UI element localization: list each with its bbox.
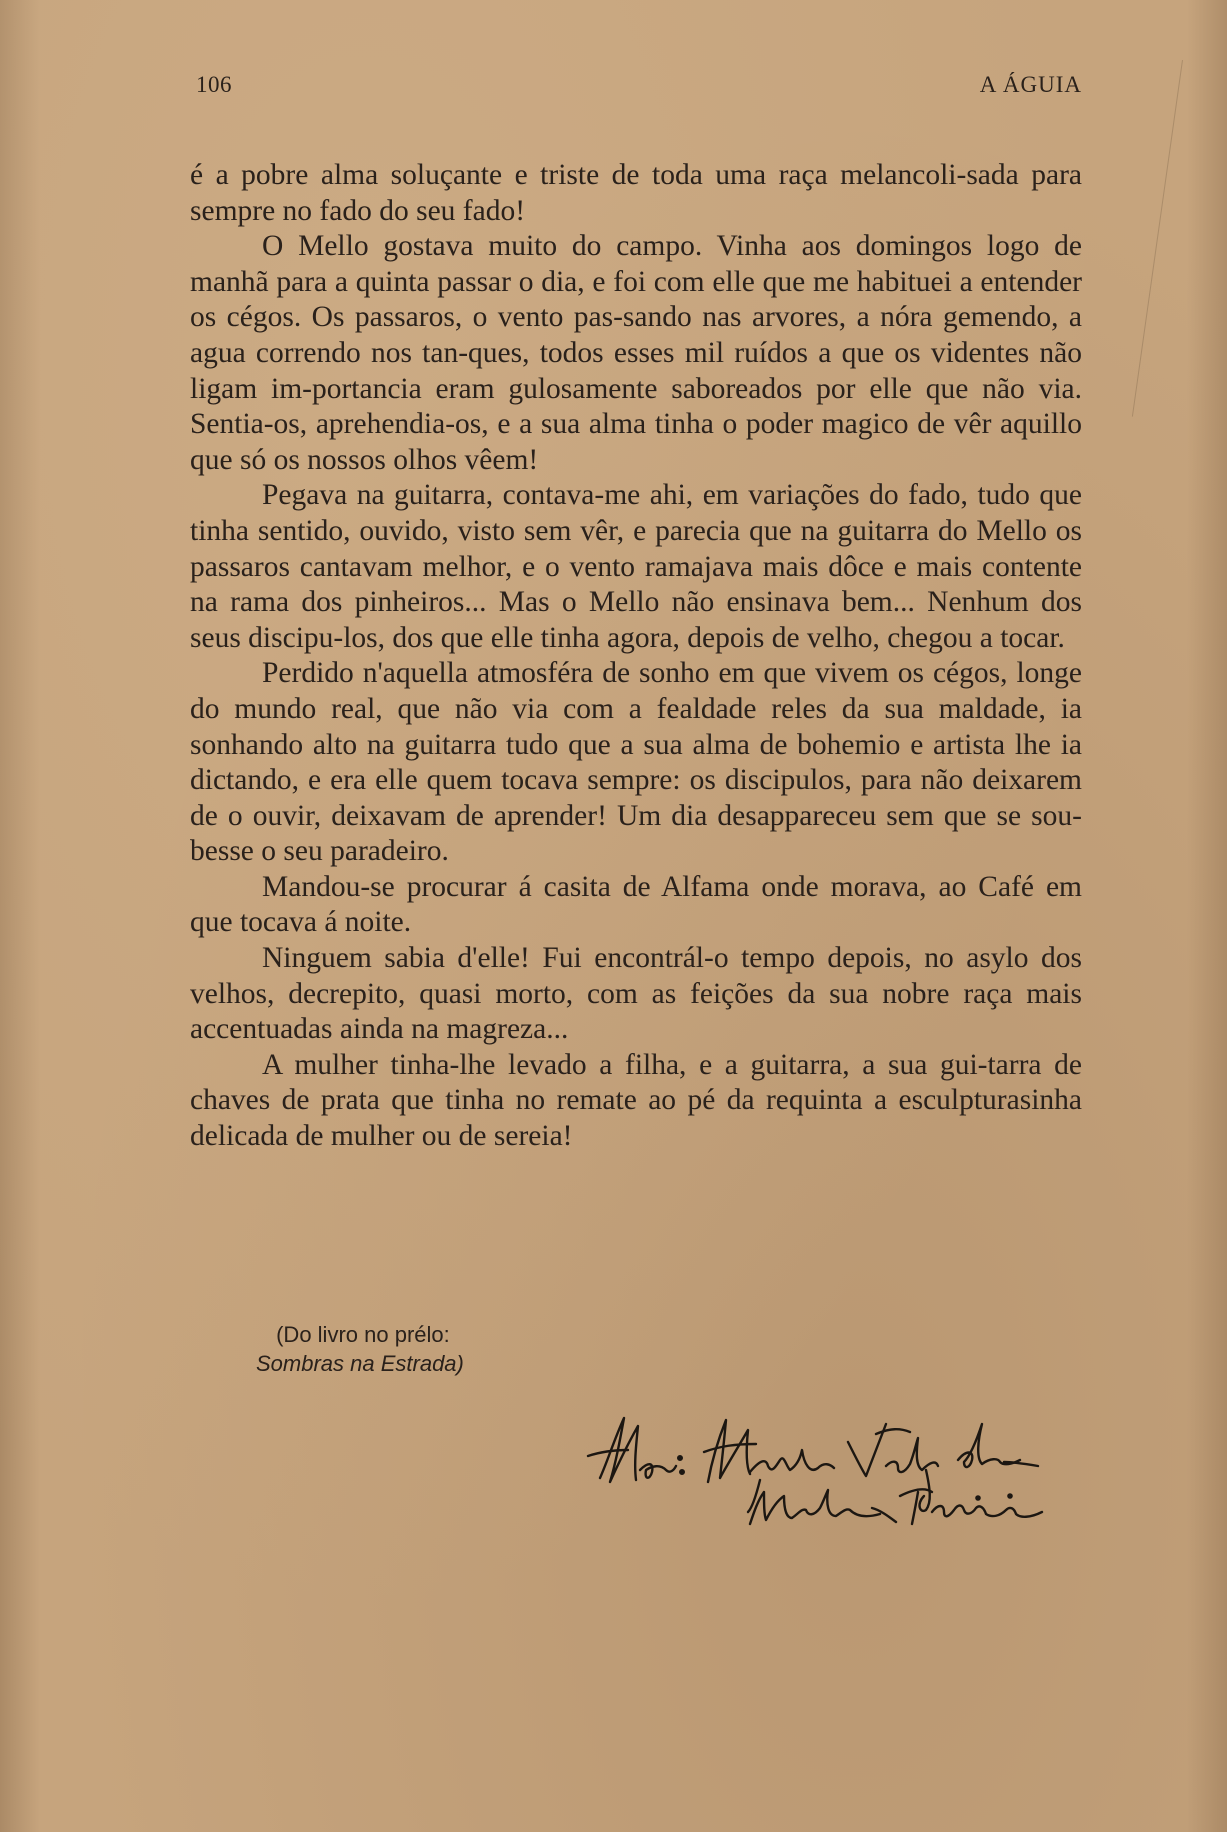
journal-title: A ÁGUIA [979,72,1082,97]
handwritten-signature [580,1400,1060,1540]
body-text [190,158,1082,1155]
paragraph: Pegava na guitarra, contava-me ahi, em variações do fado, tudo que tinha sentido, ouvido, visto sem vêr, e parecia que na guitarra do Mello os passaros cantavam melhor, e o vento ramajava mais dôce e mais contente na rama dos pinheiros... Mas o Mello não ensinava bem... Nenhum dos seus discipu-los, dos que elle tinha agora, depois de velho, chegou a tocar. [190,479,1082,654]
paragraph: é a pobre alma soluçante e triste de toda uma raça melancoli-sada para sempre no fado do seu fado! [190,159,1082,227]
paragraph: O Mello gostava muito do campo. Vinha aos domingos logo de manhã para a quinta passar o dia, e foi com elle que me habituei a entender os cégos. Os passaros, o vento pas-sando nas arvores, a nóra gemendo, a agua correndo nos tan-ques, todos esses mil ruídos a que os videntes não ligam im-portancia eram gulosamente saboreados por elle que não via. Sentia-os, aprehendia-os, e a sua alma tinha o poder magico de vêr aquillo que só os nossos olhos vêem! [190,230,1082,476]
paragraph: Ninguem sabia d'elle! Fui encontrál-o tempo depois, no asylo dos velhos, decrepito, quasi morto, com as feições da sua nobre raça mais accentuadas ainda na magreza... [190,942,1082,1046]
paragraph: Mandou-se procurar á casita de Alfama onde morava, ao Café em que tocava á noite. [190,870,1082,939]
source-note-line: (Do livro no prélo: [276,1322,450,1347]
source-note-title: Sombras na Estrada) [256,1351,464,1376]
source-note [256,1320,464,1378]
paper-crease [1132,60,1187,417]
paragraph: A mulher tinha-lhe levado a filha, e a guitarra, a sua gui-tarra de chaves de prata que tinha no remate ao pé da requinta a esculpturasinha delicada de mulher ou de sereia! [190,1048,1082,1153]
page-number: 106 [196,72,232,97]
paragraph: Perdido n'aquella atmosféra de sonho em que vivem os cégos, longe do mundo real, que não via com a fealdade reles da sua maldade, ia sonhando alto na guitarra tudo que a sua alma de bohemio e artista lhe ia dictando, e era elle quem tocava sempre: os discipulos, para não deixarem de o ouvir, deixavam de aprender! Um dia desappareceu sem que se sou-besse o seu paradeiro. [190,657,1082,868]
running-head [196,72,1082,106]
